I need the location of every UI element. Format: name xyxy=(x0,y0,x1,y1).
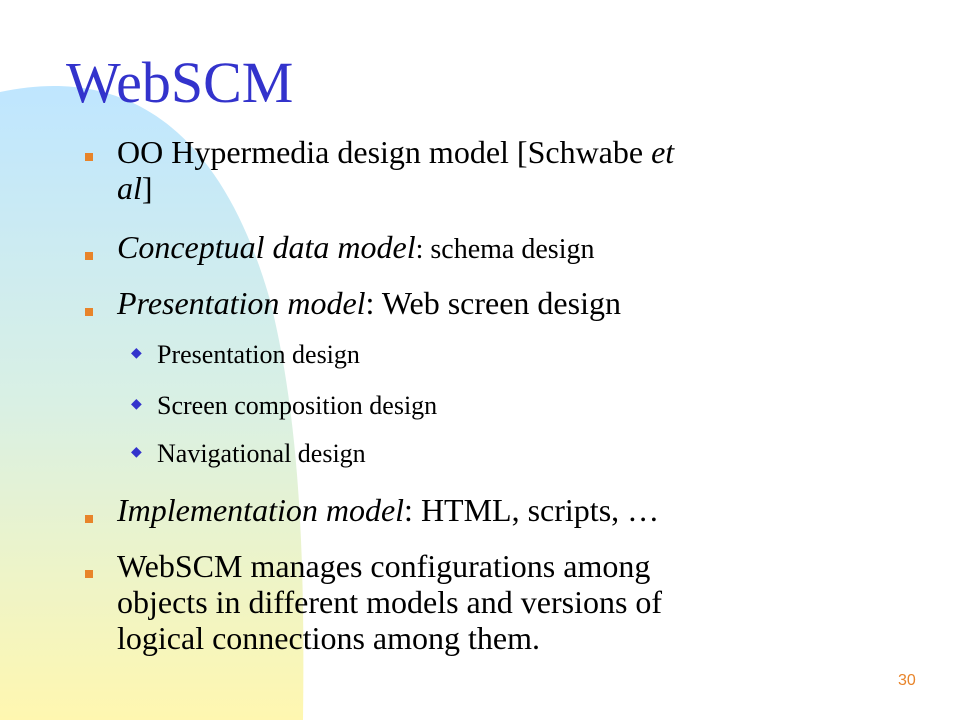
bullet-item-2: Conceptual data model: schema design xyxy=(117,229,595,265)
square-bullet-icon xyxy=(85,570,93,578)
sub-bullet-item-2: Screen composition design xyxy=(157,391,438,420)
square-bullet-icon xyxy=(85,308,93,316)
bullet-item-1: OO Hypermedia design model [Schwabe et al] xyxy=(117,134,675,206)
diamond-bullet-icon: ◆ xyxy=(131,445,142,460)
page-number: 30 xyxy=(898,672,916,689)
bullet-item-4: Implementation model: HTML, scripts, … xyxy=(117,492,660,528)
sub-bullet-item-1: Presentation design xyxy=(157,340,360,369)
square-bullet-icon xyxy=(85,153,93,161)
bullet-item-5: WebSCM manages configurations among objects in different models and versions of logical connections among them. xyxy=(117,548,663,656)
square-bullet-icon xyxy=(85,252,93,260)
diamond-bullet-icon: ◆ xyxy=(131,346,142,361)
square-bullet-icon xyxy=(85,515,93,523)
diamond-bullet-icon: ◆ xyxy=(131,397,142,412)
sub-bullet-item-3: Navigational design xyxy=(157,439,366,468)
slide-title: WebSCM xyxy=(66,50,294,115)
bullet-item-3: Presentation model: Web screen design xyxy=(117,285,621,321)
